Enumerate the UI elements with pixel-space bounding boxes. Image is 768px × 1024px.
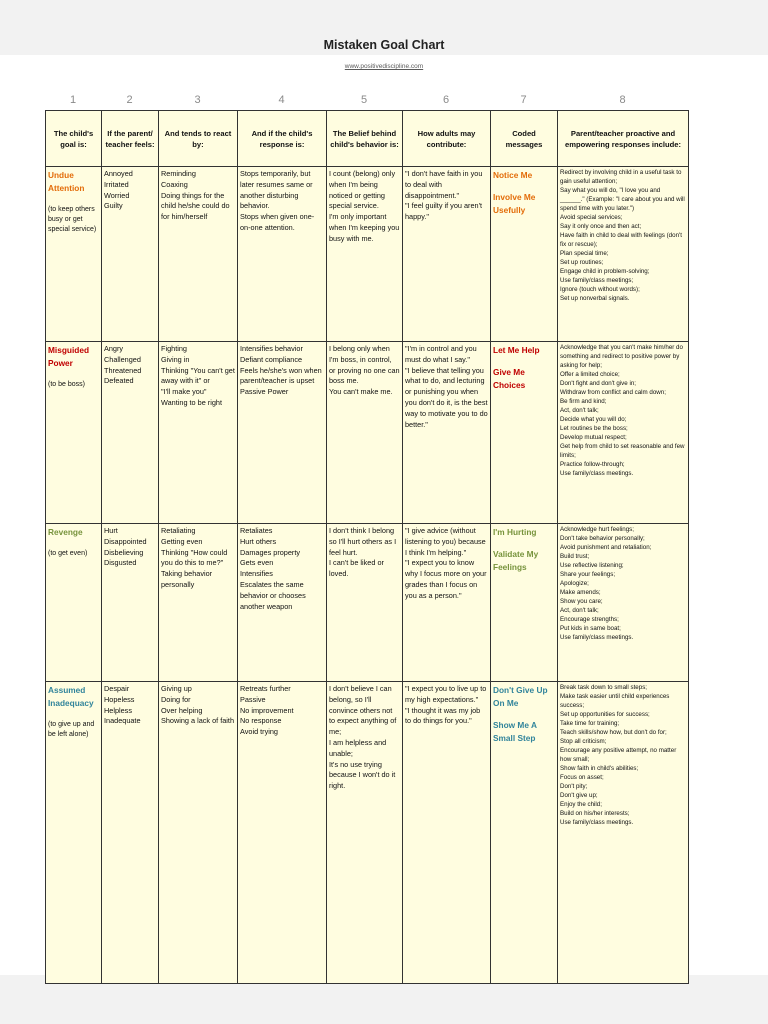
reactions-cell: [159, 682, 238, 984]
cell-line: Defeated: [104, 376, 134, 386]
proactive-responses-cell: [558, 342, 689, 524]
cell-line: I am helpless and unable;: [329, 737, 387, 758]
feelings-cell: [102, 524, 159, 682]
cell-line: Retreats further: [240, 684, 291, 693]
cell-line: Damages property: [240, 547, 301, 557]
cell-line: Escalates the same behavior or chooses another weapon: [240, 579, 306, 611]
cell-line: Say what you will do, "I love you and ______." (Example: "I care about you and will spend time with you later."): [560, 187, 685, 212]
cell-line: Get help from child to set reasonable and few limits;: [560, 443, 685, 459]
cell-line: Feels he/she's won when parent/teacher is upset: [240, 365, 322, 386]
cell-line: I don't believe I can belong, so I'll convince others not to expect anything of me;: [329, 684, 397, 737]
column-number: 8: [619, 94, 626, 106]
cell-line: You can't make me.: [329, 387, 393, 397]
coded-message-cell: [491, 167, 558, 342]
cell-line: Avoid trying: [240, 727, 278, 737]
page-title: Mistaken Goal Chart: [323, 38, 445, 52]
coded-message: Notice Me: [493, 170, 533, 180]
beliefs-cell: [327, 342, 403, 524]
cell-line: I don't think I belong so I'll hurt others as I feel hurt.: [329, 526, 397, 557]
cell-line: Acknowledge that you can't make him/her do something and redirect to positive power by asking for help;: [560, 344, 683, 369]
cell-line: Share your feelings;: [560, 571, 616, 578]
cell-line: Don't give up;: [560, 792, 598, 799]
responses-cell: [238, 682, 327, 984]
contribution-cell: [403, 524, 491, 682]
goal-note: (to give up and be left alone): [48, 721, 95, 738]
cell-line: Set up nonverbal signals.: [560, 295, 630, 302]
feelings-cell: [102, 682, 159, 984]
cell-line: Encourage strengths;: [560, 616, 619, 623]
column-number: 1: [69, 94, 77, 106]
column-header: The child's goal is:: [46, 111, 102, 167]
cell-line: Intensifies: [240, 569, 273, 579]
cell-line: Fighting: [161, 344, 187, 353]
cell-line: Act, don't talk;: [560, 407, 599, 414]
cell-line: Ignore (touch without words);: [560, 286, 640, 293]
cell-line: Stop all criticism;: [560, 738, 607, 745]
cell-line: No response: [240, 716, 282, 726]
header-row: [46, 111, 689, 167]
goal-title: Misguided Power: [48, 345, 90, 368]
cell-line: Act, don't talk;: [560, 607, 599, 614]
cell-line: Retaliates: [240, 526, 273, 535]
cell-line: Defiant compliance: [240, 354, 303, 364]
coded-message: I'm Hurting: [493, 527, 537, 537]
column-header: Coded messages: [491, 111, 558, 167]
coded-message: Involve Me Usefully: [493, 192, 536, 215]
coded-message: Validate My Feelings: [493, 549, 539, 572]
cell-line: Irritated: [104, 179, 129, 189]
goal-note: (to be boss): [48, 381, 85, 388]
cell-line: Encourage any positive attempt, no matter how small;: [560, 747, 677, 763]
cell-line: Make task easier until child experiences success;: [560, 693, 670, 709]
cell-line: Showing a lack of faith: [161, 716, 235, 726]
cell-line: Use family/class meetings;: [560, 277, 634, 284]
responses-cell: [238, 342, 327, 524]
cell-line: Show you care;: [560, 598, 603, 605]
mistaken-goal-table: [45, 110, 689, 984]
responses-cell: [238, 167, 327, 342]
cell-line: Use reflective listening;: [560, 562, 624, 569]
column-number: 7: [520, 94, 527, 106]
cell-line: Disbelieving: [104, 547, 144, 557]
cell-line: Giving up: [161, 684, 192, 693]
cell-line: Redirect by involving child in a useful task to gain useful attention;: [560, 169, 682, 185]
cell-line: Gets even: [240, 558, 274, 568]
cell-line: Disappointed: [104, 536, 147, 546]
proactive-responses-cell: [558, 682, 689, 984]
cell-line: No improvement: [240, 705, 294, 715]
cell-line: Coaxing: [161, 179, 188, 189]
cell-line: "I expect you to know why I focus more on your grades than I focus on you as a person.": [405, 558, 487, 600]
cell-line: Wanting to be right: [161, 397, 222, 407]
website-link[interactable]: www.positivediscipline.com: [344, 63, 424, 70]
cell-line: Plan special time;: [560, 250, 609, 257]
cell-line: Set up opportunities for success;: [560, 711, 650, 718]
contribution-cell: [403, 682, 491, 984]
cell-line: Have faith in child to deal with feelings (don't fix or rescue);: [560, 232, 682, 248]
cell-line: "I don't have faith in you to deal with disappointment.": [405, 169, 483, 200]
reactions-cell: [159, 167, 238, 342]
table-row: [46, 524, 689, 682]
table-row: [46, 682, 689, 984]
contribution-cell: [403, 167, 491, 342]
cell-line: Enjoy the child;: [560, 801, 602, 808]
cell-line: Set up routines;: [560, 259, 604, 266]
cell-line: "I'm in control and you must do what I say.": [405, 344, 477, 364]
column-number: 3: [194, 94, 201, 106]
cell-line: Acknowledge hurt feelings;: [560, 526, 634, 533]
proactive-responses-cell: [558, 167, 689, 342]
goal-cell: [46, 524, 102, 682]
cell-line: Put kids in same boat;: [560, 625, 621, 632]
cell-line: Take time for training;: [560, 720, 620, 727]
cell-line: Giving in: [161, 354, 190, 364]
cell-line: "I thought it was my job to do things for you.": [405, 705, 481, 726]
coded-message: Give Me Choices: [493, 367, 526, 390]
cell-line: "I'll make you": [161, 387, 207, 397]
feelings-cell: [102, 167, 159, 342]
cell-line: Doing things for the child he/she could do for him/herself: [161, 190, 230, 222]
cell-line: Disgusted: [104, 558, 137, 568]
coded-message-cell: [491, 682, 558, 984]
cell-line: Guilty: [104, 201, 123, 211]
table-row: [46, 342, 689, 524]
cell-line: Develop mutual respect;: [560, 434, 627, 441]
cell-line: Threatened: [104, 365, 142, 375]
cell-line: Let routines be the boss;: [560, 425, 628, 432]
cell-line: Teach skills/show how, but don't do for;: [560, 729, 667, 736]
cell-line: Build trust;: [560, 553, 590, 560]
column-number: 4: [278, 94, 285, 106]
goal-cell: [46, 342, 102, 524]
proactive-responses-cell: [558, 524, 689, 682]
coded-message-cell: [491, 342, 558, 524]
cell-line: Show faith in child's abilities;: [560, 765, 639, 772]
cell-line: Taking behavior personally: [161, 569, 213, 589]
goal-note: (to keep others busy or get special service): [48, 206, 97, 233]
beliefs-cell: [327, 682, 403, 984]
cell-line: Hurt: [104, 526, 118, 535]
cell-line: Getting even: [161, 536, 203, 546]
goal-title: Revenge: [48, 527, 83, 537]
cell-line: Use family/class meetings.: [560, 470, 634, 477]
cell-line: Avoid punishment and retaliation;: [560, 544, 652, 551]
cell-line: Stops temporarily, but later resumes same or another disturbing behavior.: [240, 169, 313, 211]
column-header: And tends to react by:: [159, 111, 238, 167]
beliefs-cell: [327, 524, 403, 682]
cell-line: Make amends;: [560, 589, 601, 596]
cell-line: Passive: [240, 694, 266, 704]
cell-line: Doing for: [161, 694, 191, 704]
cell-line: Annoyed: [104, 169, 133, 178]
feelings-cell: [102, 342, 159, 524]
cell-line: Retaliating: [161, 526, 196, 535]
reactions-cell: [159, 342, 238, 524]
goal-cell: [46, 682, 102, 984]
cell-line: Build on his/her interests;: [560, 810, 630, 817]
cell-line: Inadequate: [104, 716, 141, 726]
cell-line: Use family/class meetings.: [560, 819, 634, 826]
cell-line: Apologize;: [560, 580, 589, 587]
cell-line: Reminding: [161, 169, 196, 178]
column-number: 5: [360, 94, 368, 106]
contribution-cell: [403, 342, 491, 524]
cell-line: Stops when given one-on-one attention.: [240, 212, 315, 232]
coded-message-cell: [491, 524, 558, 682]
goal-cell: [46, 167, 102, 342]
reactions-cell: [159, 524, 238, 682]
coded-message: Don't Give Up On Me: [493, 685, 548, 708]
cell-line: I can't be liked or loved.: [329, 558, 384, 579]
cell-line: Practice follow-through;: [560, 461, 625, 468]
cell-line: Break task down to small steps;: [560, 684, 648, 691]
column-header: And if the child's response is:: [238, 111, 327, 167]
cell-line: Challenged: [104, 354, 141, 364]
cell-line: Don't take behavior personally;: [560, 535, 645, 542]
cell-line: Be firm and kind;: [560, 398, 607, 405]
cell-line: Don't pity;: [560, 783, 588, 790]
cell-line: "I expect you to live up to my high expectations.": [405, 684, 487, 704]
cell-line: Helpless: [104, 705, 132, 715]
cell-line: Hopeless: [104, 694, 135, 704]
cell-line: Use family/class meetings.: [560, 634, 634, 641]
column-header: Parent/teacher proactive and empowering responses include:: [558, 111, 689, 167]
goal-title: Assumed Inadequacy: [48, 685, 94, 708]
cell-line: "I give advice (without listening to you) because I think I'm helping.": [405, 526, 486, 557]
cell-line: Worried: [104, 190, 130, 200]
cell-line: I count (belong) only when I'm being noticed or getting special service.: [329, 169, 396, 211]
cell-line: Intensifies behavior: [240, 344, 303, 353]
column-header: The Belief behind child's behavior is:: [327, 111, 403, 167]
coded-message: Let Me Help: [493, 345, 540, 355]
cell-line: Engage child in problem-solving;: [560, 268, 650, 275]
responses-cell: [238, 524, 327, 682]
cell-line: Despair: [104, 684, 130, 693]
cell-line: Decide what you will do;: [560, 416, 627, 423]
cell-line: "I feel guilty if you aren't happy.": [405, 201, 482, 222]
column-header: If the parent/ teacher feels:: [102, 111, 159, 167]
cell-line: "I believe that telling you what to do, and lecturing or punishing you when you don't do it, is the best way to motivate you to do better.": [405, 365, 488, 429]
cell-line: Don't fight and don't give in;: [560, 380, 636, 387]
column-number: 2: [126, 94, 133, 106]
cell-line: Avoid special services;: [560, 214, 623, 221]
cell-line: I'm only important when I'm keeping you busy with me.: [329, 212, 400, 243]
cell-line: Hurt others: [240, 536, 277, 546]
cell-line: Passive Power: [240, 387, 289, 397]
beliefs-cell: [327, 167, 403, 342]
coded-message: Show Me A Small Step: [493, 720, 537, 743]
cell-line: I belong only when I'm boss, in control, or proving no one can boss me.: [329, 344, 400, 386]
cell-line: It's no use trying because I won't do it right.: [329, 759, 396, 791]
table-row: [46, 167, 689, 342]
column-number: 6: [442, 94, 450, 106]
goal-note: (to get even): [48, 550, 88, 557]
column-header: How adults may contribute:: [403, 111, 491, 167]
cell-line: Thinking "How could you do this to me?": [161, 547, 228, 568]
cell-line: Over helping: [161, 705, 203, 715]
cell-line: Angry: [104, 344, 124, 353]
cell-line: Say it only once and then act;: [560, 223, 642, 230]
goal-title: Undue Attention: [48, 170, 85, 193]
cell-line: Focus on asset;: [560, 774, 604, 781]
cell-line: Withdraw from conflict and calm down;: [560, 389, 666, 396]
cell-line: Offer a limited choice;: [560, 371, 620, 378]
column-number-row: [45, 90, 688, 110]
cell-line: Thinking "You can't get away with it" or: [161, 365, 235, 386]
